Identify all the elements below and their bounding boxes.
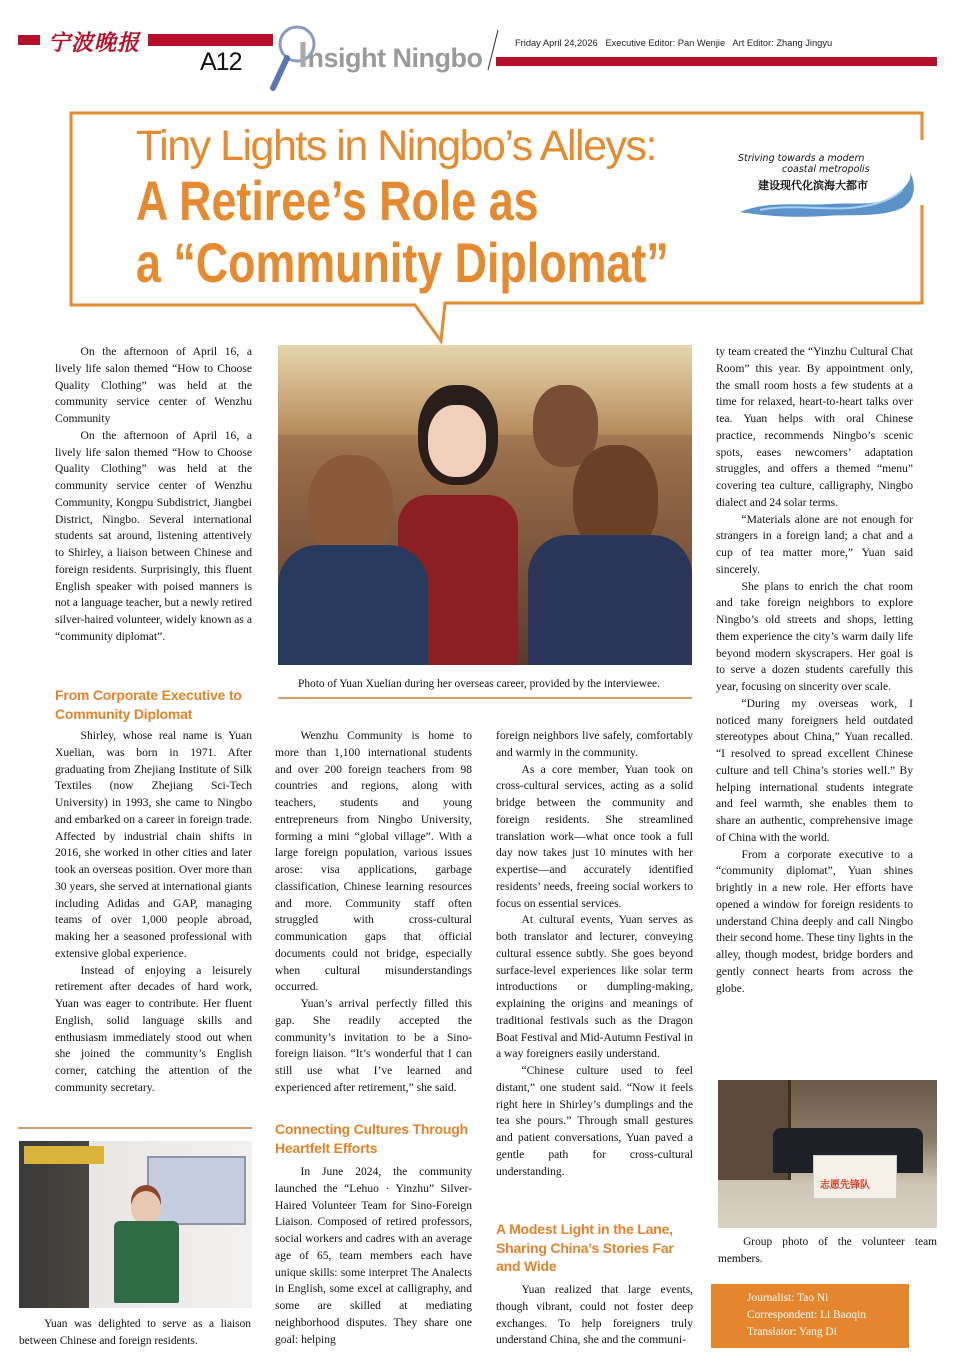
- award-plaques: [24, 1146, 104, 1164]
- section-title-rest: nsight Ningbo: [307, 43, 483, 73]
- paragraph: foreign neighbors live safely, comfortably and warmly in the community.: [496, 729, 693, 759]
- credits-box: [711, 1284, 909, 1348]
- section-title-initial: I: [298, 34, 308, 75]
- article-column-3: [496, 728, 693, 1180]
- paragraph: “During my overseas work, I noticed many foreigners held outdated stereotypes about China,” Yuan recalled. “I resolved to spread excellent Chinese culture and tell China’s stories well.” By helping international students integrate and feel warmth, she enables them to share an authentic, comprehensive image of China with the world.: [716, 696, 913, 844]
- paragraph: Yuan’s arrival perfectly filled this gap. She readily accepted the community’s invitation to be a Sino-foreign liaison. “It’s wonderful that I can still use what I’ve learned and experienced after retirement,” she said.: [275, 997, 472, 1094]
- wall-map: [147, 1156, 246, 1225]
- paragraph: At cultural events, Yuan serves as both translator and lecturer, conveying cultural essence subtly. She goes beyond surface-level experiences like solar term introductions or dumpling-making, explaining the origins and meanings of traditional festivals such as the Dragon Boat Festival and Mid-Autumn Festival in a way foreigners easily understand.: [496, 913, 693, 1061]
- executive-editor: Executive Editor: Pan Wenjie: [605, 38, 726, 48]
- green-vest: [114, 1221, 179, 1303]
- headline-line-1: A Retiree’s Role as: [136, 169, 539, 232]
- badge-line-2: coastal metropolis: [782, 164, 870, 175]
- main-photo-caption: Photo of Yuan Xuelian during her overseas career, provided by the interviewee.: [298, 678, 660, 690]
- photo-caption: Yuan was delighted to serve as a liaison between Chinese and foreign residents.: [19, 1318, 251, 1347]
- page-number: A12: [200, 48, 242, 76]
- article-column-4: [716, 344, 913, 997]
- paragraph: From a corporate executive to a “community diplomat”, Yuan shines brightly in a new role. Her efforts have opened a window for foreign residents to understand China deeply and call Ningbo their second home. These tiny lights in the alley, though modest, bridge borders and gently connect hearts from across the globe.: [716, 847, 913, 995]
- article-intro: [55, 344, 252, 646]
- paper-logo: 宁波晚报: [48, 30, 141, 56]
- campaign-badge: [730, 150, 920, 220]
- banner-text: 志愿先锋队: [820, 1180, 870, 1191]
- art-editor: Art Editor: Zhang Jingyu: [732, 38, 833, 48]
- issue-date: Friday April 24,2026: [515, 38, 598, 48]
- article-column-2: [275, 728, 472, 1097]
- paragraph: On the afternoon of April 16, a lively life salon themed “How to Choose Quality Clothing” was held at the community service center of Wenzhu Community, Kongpu Subdistrict, Jiangbei District, Ningbo. Several international students sat around, listening attentively to Shirley, a liaison between Chinese and foreign residents. Surprisingly, this fluent English speaker with poised manners is not a language teacher, but a newly retired silver-haired volunteer, widely known as a “community diplomat”.: [55, 428, 252, 643]
- credit-journalist: Journalist: Tao Ni: [747, 1292, 829, 1304]
- credit-correspondent: Correspondent: Li Baoqin: [747, 1309, 866, 1321]
- paragraph: Shirley, whose real name is Yuan Xuelian, was born in 1971. After graduating from Zhejiang Institute of Silk Textiles (now Zhejiang Sci-Tech University) in 1993, she came to Ningbo and embarked on a career in foreign trade. Affected by industrial chain shifts in 2016, she worked in other cities and later took an overseas position. Over more than 30 years, she served at international giants including Adidas and GAP, managing teams of over 1,000 people abroad, making her a seasoned professional with extensive global experience.: [55, 729, 252, 960]
- photo-yuan-with-vest: [19, 1141, 252, 1308]
- photo-caption: Group photo of the volunteer team members.: [718, 1236, 937, 1265]
- divider: [18, 1127, 252, 1129]
- man-right-shirt: [528, 535, 692, 665]
- section-heading: From Corporate Executive to Community Diplomat: [55, 687, 242, 722]
- divider: [278, 697, 692, 699]
- badge-line-1: Striving towards a modern: [738, 153, 865, 164]
- paragraph: Yuan realized that large events, though vibrant, could not foster deep exchanges. To help foreigners truly understand China, she and the communi-: [496, 1283, 693, 1347]
- credit-translator: Translator: Yang Di: [747, 1326, 837, 1338]
- headline-line-2: a “Community Diplomat”: [136, 231, 669, 294]
- article-column-1: [55, 728, 252, 1097]
- paragraph: As a core member, Yuan took on cross-cultural services, acting as a solid bridge between the community and foreign residents. She streamlined translation work—what once took a full day now takes just 10 minutes with her expertise—and accurately identified residents’ needs, freeing social workers to focus on essential services.: [496, 762, 693, 910]
- woman-face: [428, 405, 486, 477]
- paragraph: Wenzhu Community is home to more than 1,100 international students and over 200 foreign teachers from 98 countries and regions, along with teachers, students and young entrepreneurs from Ningbo University, forming a mini “global village”. With a large foreign population, various issues arose: visa applications, garbage classification, Chinese learning resources and more. Community staff often struggled with cross-cultural communication gaps that official documents could not bridge, especially when cultural misunderstandings occurred.: [275, 729, 472, 994]
- man-left-jacket: [278, 545, 428, 665]
- paragraph: On the afternoon of April 16, a lively life salon themed “How to Choose Quality Clothing” was held at the community service center of Wenzhu Community: [55, 345, 252, 425]
- photo-volunteer-team: [718, 1080, 937, 1228]
- headline-kicker: Tiny Lights in Ningbo’s Alleys:: [136, 122, 656, 170]
- section-heading: A Modest Light in the Lane, Sharing China’s Stories Far and Wide: [496, 1221, 674, 1274]
- paragraph: She plans to enrich the chat room and take foreign neighbors to explore Ningbo’s old streets and shops, letting them experience the city’s warm daily life beyond modern skyscrapers. Her goal is to serve a dozen students carefully this year, focusing on sincerity over scale.: [716, 579, 913, 693]
- paragraph: “Materials alone are not enough for strangers in a foreign land; a chat and a cup of tea matter more,” Yuan said sincerely.: [716, 512, 913, 576]
- team-banner: [813, 1155, 897, 1199]
- person-face: [131, 1191, 161, 1225]
- main-photo-group-selfie: [278, 345, 692, 665]
- article-column-3-continued: [496, 1282, 693, 1349]
- wave-icon: [730, 170, 920, 220]
- paragraph: “Chinese culture used to feel distant,” one student said. “Now it feels right here in Shirley’s dumplings and the tea she pours.” Through small gestures and patient conversations, Yuan paved a gentle path for cross-cultural understanding.: [496, 1064, 693, 1178]
- badge-chinese: 建设现代化滨海大都市: [758, 179, 868, 192]
- article-column-2-continued: [275, 1164, 472, 1348]
- paragraph: In June 2024, the community launched the “Lehuo · Yinzhu” Silver-Haired Volunteer Team for Sino-Foreign Liaison. Composed of retired professors, social workers and cadres with an average age of 65, team members each have unique skills: some interpret The Analects in English, some excel at calligraphy, and some are skilled at mediating neighborhood disputes. They share one goal: helping: [275, 1165, 472, 1346]
- paragraph: Instead of enjoying a leisurely retirement after decades of hard work, Yuan was eager to contribute. Her fluent English, solid language skills and enthusiasm immediately stood out when she joined the community’s English corner, catching the attention of the community secretary.: [55, 963, 252, 1094]
- paragraph: ty team created the “Yinzhu Cultural Chat Room” this year. By appointment only, the small room hosts a few students at a time for relaxed, heart-to-heart talks over tea. Yuan helps with oral Chinese practice, recommends Ningbo’s scenic spots, eases newcomers’ adaptation struggles, and offers a themed “menu” covering tea culture, calligraphy, Ningbo dialect and 24 solar terms.: [716, 345, 913, 509]
- section-heading: Connecting Cultures Through Heartfelt Efforts: [275, 1121, 468, 1156]
